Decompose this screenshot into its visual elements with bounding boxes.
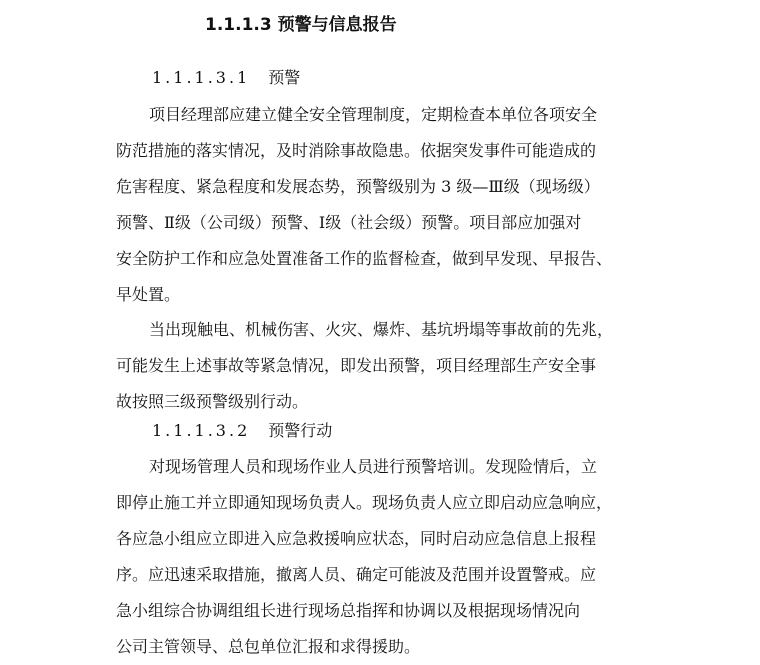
paragraph-line: 预警、Ⅱ级（公司级）预警、Ⅰ级（社会级）预警。项目部应加强对: [116, 213, 582, 232]
paragraph-line: 故按照三级预警级别行动。: [116, 392, 309, 411]
paragraph-line: 早处置。: [116, 285, 181, 304]
section-number: 1.1.1.3: [205, 15, 272, 35]
subsection-number: 1.1.1.3.2: [152, 421, 251, 440]
subsection-heading-warning: [152, 65, 300, 91]
section-heading: [205, 12, 397, 38]
paragraph-warning-trigger: [116, 312, 656, 420]
paragraph-warning-action: [116, 449, 656, 665]
paragraph-line: 安全防护工作和应急处置准备工作的监督检查，做到早发现、早报告、: [116, 249, 613, 268]
subsection-title: 预警: [268, 68, 301, 87]
paragraph-line: 序。应迅速采取措施，撤离人员、确定可能波及范围并设置警戒。应: [116, 565, 597, 584]
paragraph-line: 急小组综合协调组组长进行现场总指挥和协调以及根据现场情况向: [116, 601, 581, 620]
paragraph-line: 防范措施的落实情况，及时消除事故隐患。依据突发事件可能造成的: [116, 141, 597, 160]
paragraph-line: 当出现触电、机械伤害、火灾、爆炸、基坑坍塌等事故前的先兆，: [149, 320, 614, 339]
subsection-number: 1.1.1.3.1: [152, 68, 251, 87]
paragraph-line: 即停止施工并立即通知现场负责人。现场负责人应立即启动应急响应，: [116, 493, 613, 512]
paragraph-line: 各应急小组应立即进入应急救援响应状态，同时启动应急信息上报程: [116, 529, 597, 548]
paragraph-line: 对现场管理人员和现场作业人员进行预警培训。发现险情后，立: [149, 457, 598, 476]
paragraph-warning-system: [116, 97, 656, 313]
paragraph-line: 项目经理部应建立健全安全管理制度，定期检查本单位各项安全: [149, 105, 598, 124]
subsection-title: 预警行动: [268, 421, 333, 440]
paragraph-line: 可能发生上述事故等紧急情况，即发出预警，项目经理部生产安全事: [116, 356, 597, 375]
subsection-heading-warning-action: [152, 418, 332, 444]
paragraph-line: 公司主管领导、总包单位汇报和求得援助。: [116, 637, 421, 656]
section-title: 预警与信息报告: [277, 15, 397, 35]
paragraph-line: 危害程度、紧急程度和发展态势，预警级别为 3 级—Ⅲ级（现场级）: [116, 177, 600, 196]
